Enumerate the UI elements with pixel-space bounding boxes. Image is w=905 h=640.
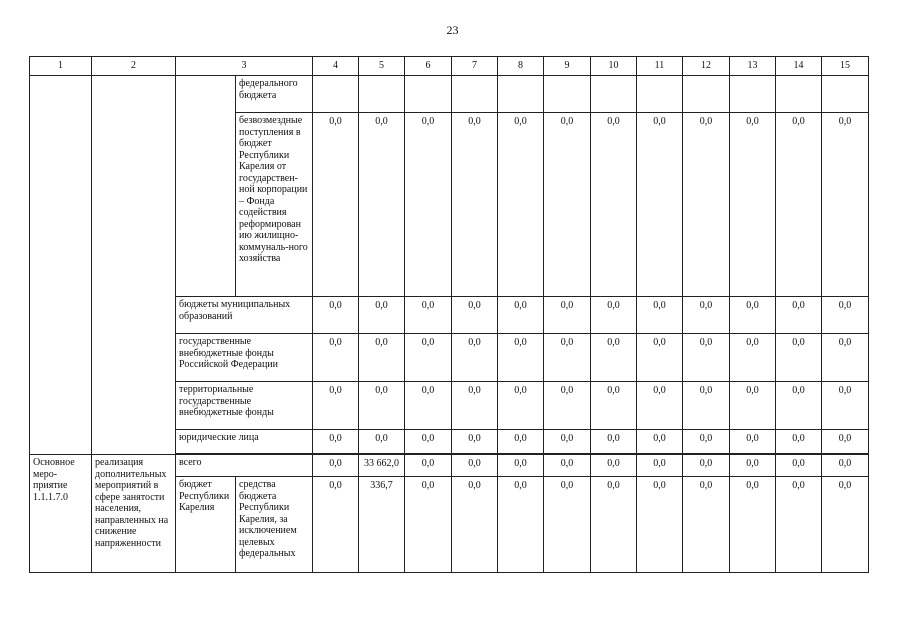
value-cell: 0,0 (359, 382, 405, 430)
value-cell: 0,0 (313, 297, 359, 334)
value-cell: 0,0 (637, 477, 683, 573)
value-cell: 0,0 (313, 334, 359, 382)
row-label: государственные внебюджетные фонды Российской Федерации (176, 334, 313, 382)
value-cell: 0,0 (359, 113, 405, 297)
value-cell: 0,0 (498, 334, 544, 382)
row-label: всего (176, 455, 313, 477)
value-cell: 0,0 (452, 334, 498, 382)
header-cell: 6 (405, 57, 452, 76)
value-cell: 0,0 (637, 334, 683, 382)
value-cell: 0,0 (683, 455, 730, 477)
value-cell: 0,0 (822, 430, 869, 454)
header-cell: 5 (359, 57, 405, 76)
value-cell: 0,0 (359, 334, 405, 382)
value-cell: 0,0 (544, 455, 591, 477)
table-row (30, 76, 869, 113)
value-cell: 0,0 (452, 477, 498, 573)
value-cell: 0,0 (730, 430, 776, 454)
value-cell: 0,0 (591, 455, 637, 477)
value-cell: 0,0 (359, 430, 405, 454)
value-cell: 0,0 (822, 477, 869, 573)
value-cell: 0,0 (452, 113, 498, 297)
value-cell: 0,0 (591, 297, 637, 334)
value-cell: 0,0 (498, 382, 544, 430)
activity-code: Основное меро-приятие 1.1.1.7.0 (30, 455, 92, 573)
value-cell: 33 662,0 (359, 455, 405, 477)
value-cell: 0,0 (313, 455, 359, 477)
value-cell: 0,0 (498, 113, 544, 297)
value-cell: 0,0 (544, 477, 591, 573)
header-cell: 8 (498, 57, 544, 76)
value-cell: 0,0 (405, 430, 452, 454)
empty-cell (30, 76, 92, 455)
row-label: территориальные государственные внебюджетные фонды (176, 382, 313, 430)
value-cell: 0,0 (591, 477, 637, 573)
value-cell: 0,0 (822, 382, 869, 430)
value-cell: 0,0 (313, 113, 359, 297)
value-cell: 0,0 (776, 334, 822, 382)
value-cell: 0,0 (591, 430, 637, 454)
value-cell: 0,0 (405, 297, 452, 334)
value-cell: 0,0 (452, 382, 498, 430)
value-cell: 0,0 (730, 297, 776, 334)
value-cell: 0,0 (591, 113, 637, 297)
value-cell: 0,0 (730, 382, 776, 430)
value-cell: 0,0 (776, 382, 822, 430)
value-cell: 0,0 (405, 113, 452, 297)
value-cell: 0,0 (498, 430, 544, 454)
value-cell: 0,0 (498, 455, 544, 477)
value-cell: 0,0 (730, 477, 776, 573)
value-cell: 0,0 (313, 430, 359, 454)
value-cell: 0,0 (683, 477, 730, 573)
header-cell: 15 (822, 57, 869, 76)
empty-cell (92, 76, 176, 455)
value-cell: 0,0 (637, 430, 683, 454)
header-cell: 14 (776, 57, 822, 76)
value-cell: 0,0 (776, 477, 822, 573)
value-cell: 0,0 (544, 430, 591, 454)
value-cell: 0,0 (822, 334, 869, 382)
value-cell: 0,0 (683, 113, 730, 297)
value-cell: 0,0 (637, 382, 683, 430)
header-cell: 3 (176, 57, 313, 76)
value-cell: 0,0 (637, 297, 683, 334)
value-cell: 0,0 (544, 334, 591, 382)
value-cell: 0,0 (498, 477, 544, 573)
value-cell: 0,0 (405, 455, 452, 477)
value-cell: 0,0 (405, 477, 452, 573)
value-cell: 0,0 (359, 297, 405, 334)
value-cell: 0,0 (822, 297, 869, 334)
header-row (30, 57, 869, 76)
value-cell: 0,0 (776, 113, 822, 297)
value-cell: 0,0 (544, 297, 591, 334)
value-cell: 0,0 (683, 430, 730, 454)
value-cell: 0,0 (405, 382, 452, 430)
value-cell: 0,0 (452, 455, 498, 477)
header-cell: 4 (313, 57, 359, 76)
value-cell: 0,0 (822, 455, 869, 477)
page-number: 23 (446, 23, 459, 37)
value-cell: 0,0 (683, 297, 730, 334)
value-cell: 0,0 (405, 334, 452, 382)
value-cell: 0,0 (313, 382, 359, 430)
value-cell: 0,0 (498, 297, 544, 334)
row-label: средства бюджета Республики Карелия, за исключением целевых федеральных (236, 477, 313, 573)
empty-cell (176, 76, 236, 297)
value-cell: 0,0 (452, 297, 498, 334)
value-cell: 0,0 (822, 113, 869, 297)
value-cell: 0,0 (683, 382, 730, 430)
row-label: юридические лица (176, 430, 313, 454)
value-cell: 0,0 (730, 455, 776, 477)
value-cell: 0,0 (776, 297, 822, 334)
row-label: безвозмездные поступления в бюджет Республики Карелия от государствен-ной корпорации – Фонда содействия реформирован ию жилищно-коммуналь-ного хозяйства (236, 113, 313, 297)
header-cell: 12 (683, 57, 730, 76)
value-cell: 0,0 (637, 455, 683, 477)
header-cell: 2 (92, 57, 176, 76)
header-cell: 11 (637, 57, 683, 76)
budget-table (29, 56, 869, 573)
table-row (30, 455, 869, 477)
value-cell: 0,0 (776, 430, 822, 454)
activity-description: реализация дополнительных мероприятий в сфере занятости населения, направленных на снижение напряженности (92, 455, 176, 573)
header-cell: 10 (591, 57, 637, 76)
value-cell: 0,0 (730, 113, 776, 297)
value-cell: 0,0 (637, 113, 683, 297)
value-cell: 0,0 (683, 334, 730, 382)
value-cell: 0,0 (544, 382, 591, 430)
row-label: федерального бюджета (236, 76, 313, 113)
header-cell: 13 (730, 57, 776, 76)
header-cell: 7 (452, 57, 498, 76)
row-label: бюджеты муниципальных образований (176, 297, 313, 334)
value-cell: 0,0 (591, 382, 637, 430)
header-cell: 1 (30, 57, 92, 76)
value-cell: 0,0 (313, 477, 359, 573)
row-sublabel: бюджет Республики Карелия (176, 477, 236, 573)
value-cell: 0,0 (776, 455, 822, 477)
header-cell: 9 (544, 57, 591, 76)
value-cell: 0,0 (730, 334, 776, 382)
value-cell: 0,0 (544, 113, 591, 297)
value-cell: 0,0 (452, 430, 498, 454)
value-cell: 0,0 (591, 334, 637, 382)
value-cell: 336,7 (359, 477, 405, 573)
